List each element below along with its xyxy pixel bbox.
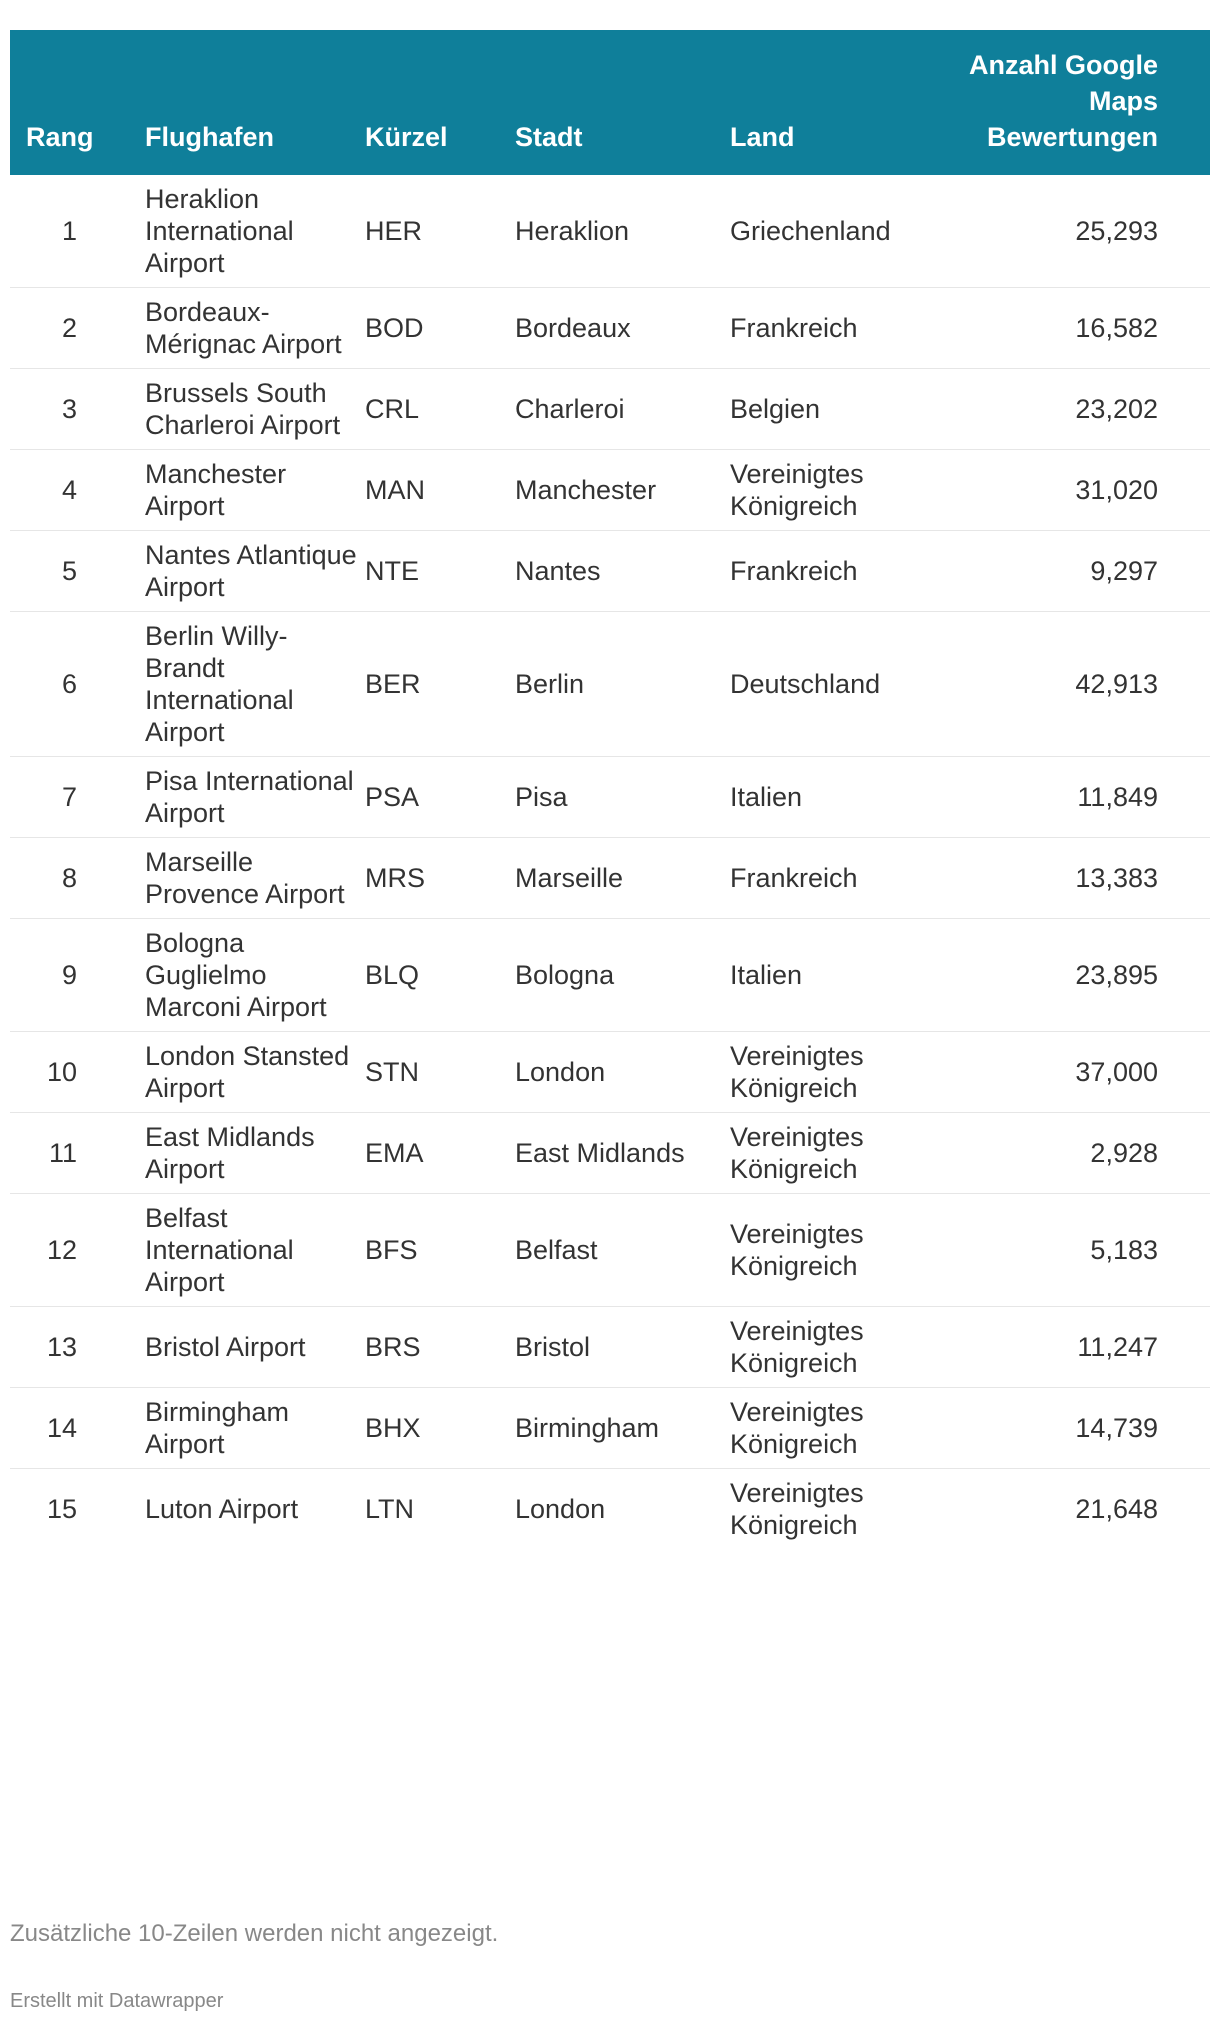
- cell-land: Italien: [730, 757, 955, 838]
- cell-stadt: Pisa: [515, 757, 730, 838]
- cell-land: Frankreich: [730, 838, 955, 919]
- table-body: [10, 175, 1210, 1549]
- cell-bewertungen: 23,895: [955, 919, 1210, 1032]
- cell-flughafen: Manchester Airport: [145, 450, 365, 531]
- header-rang[interactable]: Rang: [26, 122, 94, 152]
- cell-land: Griechenland: [730, 175, 955, 288]
- cell-stadt: Birmingham: [515, 1388, 730, 1469]
- cell-rang: 7: [10, 757, 145, 838]
- header-land[interactable]: Land: [730, 122, 795, 152]
- cell-bewertungen: 5,183: [955, 1194, 1210, 1307]
- cell-flughafen: Marseille Provence Airport: [145, 838, 365, 919]
- cell-rang: 15: [46, 1494, 77, 1524]
- cell-stadt: Bordeaux: [515, 288, 730, 369]
- cell-rang: 1: [10, 175, 145, 288]
- header-stadt[interactable]: Stadt: [515, 122, 583, 152]
- cell-stadt: Nantes: [515, 531, 730, 612]
- cell-flughafen: Berlin Willy-Brandt International Airport: [145, 612, 365, 757]
- cell-stadt: Marseille: [515, 838, 730, 919]
- cell-bewertungen: 37,000: [955, 1032, 1210, 1113]
- cell-kuerzel: STN: [365, 1032, 515, 1113]
- cell-kuerzel: BER: [365, 612, 515, 757]
- cell-rang: 14: [10, 1388, 145, 1469]
- cell-stadt: London: [515, 1032, 730, 1113]
- cell-bewertungen: 9,297: [955, 531, 1210, 612]
- cell-bewertungen: 25,293: [955, 175, 1210, 288]
- cell-land: Deutschland: [730, 612, 955, 757]
- table-row: [10, 838, 1210, 919]
- cell-land: Vereinigtes Königreich: [730, 1307, 955, 1388]
- cell-rang: 12: [10, 1194, 145, 1307]
- cell-rang: 13: [10, 1307, 145, 1388]
- cell-kuerzel: BLQ: [365, 919, 515, 1032]
- cell-rang: 5: [10, 531, 145, 612]
- table-row: [10, 1388, 1210, 1469]
- cell-stadt: East Midlands: [515, 1113, 730, 1194]
- cell-bewertungen: 13,383: [955, 838, 1210, 919]
- cell-kuerzel: BHX: [365, 1388, 515, 1469]
- datawrapper-credit: Erstellt mit Datawrapper: [10, 1990, 224, 2012]
- cell-bewertungen: 31,020: [955, 450, 1210, 531]
- cell-rang: 3: [10, 369, 145, 450]
- cell-rang: 4: [10, 450, 145, 531]
- cell-stadt: Bristol: [515, 1307, 730, 1388]
- cell-bewertungen: 11,247: [955, 1307, 1210, 1388]
- cell-flughafen: Pisa International Airport: [145, 757, 365, 838]
- cell-flughafen: Bristol Airport: [145, 1307, 365, 1388]
- cell-kuerzel: PSA: [365, 757, 515, 838]
- cell-kuerzel: BFS: [365, 1194, 515, 1307]
- table-row: [10, 1113, 1210, 1194]
- cell-rang: 10: [10, 1032, 145, 1113]
- table-row: [10, 1032, 1210, 1113]
- cell-land: Vereinigtes Königreich: [730, 450, 955, 531]
- cell-kuerzel: CRL: [365, 369, 515, 450]
- cell-kuerzel: MAN: [365, 450, 515, 531]
- cell-flughafen: Bordeaux-Mérignac Airport: [145, 288, 365, 369]
- header-bewertungen[interactable]: Anzahl Google Maps Bewertungen: [969, 50, 1158, 152]
- table-row: [10, 757, 1210, 838]
- cell-kuerzel: BOD: [365, 288, 515, 369]
- cell-bewertungen: 16,582: [955, 288, 1210, 369]
- cell-stadt: Manchester: [515, 450, 730, 531]
- cell-stadt: Bologna: [515, 919, 730, 1032]
- cell-land: Vereinigtes Königreich: [730, 1388, 955, 1469]
- cell-rang: 2: [10, 288, 145, 369]
- cell-flughafen: Belfast International Airport: [145, 1194, 365, 1307]
- cell-rang: 11: [10, 1113, 145, 1194]
- table-row: [10, 450, 1210, 531]
- cell-kuerzel: EMA: [365, 1113, 515, 1194]
- hidden-rows-note: Zusätzliche 10-Zeilen werden nicht angezeigt.: [10, 1920, 499, 1947]
- table-row: [10, 919, 1210, 1032]
- cell-land: Belgien: [730, 369, 955, 450]
- cell-kuerzel: HER: [365, 175, 515, 288]
- cell-kuerzel: MRS: [365, 838, 515, 919]
- header-kuerzel[interactable]: Kürzel: [365, 122, 448, 152]
- cell-bewertungen: 11,849: [955, 757, 1210, 838]
- cell-flughafen: Nantes Atlantique Airport: [145, 531, 365, 612]
- cell-kuerzel: BRS: [365, 1307, 515, 1388]
- cell-land: Vereinigtes Königreich: [730, 1478, 864, 1540]
- cell-land: Vereinigtes Königreich: [730, 1032, 955, 1113]
- table-row: [10, 369, 1210, 450]
- cell-stadt: Belfast: [515, 1194, 730, 1307]
- cell-kuerzel: NTE: [365, 531, 515, 612]
- table-row: [10, 1194, 1210, 1307]
- cell-flughafen: London Stansted Airport: [145, 1032, 365, 1113]
- table-row: [10, 1307, 1210, 1388]
- table-row: [10, 175, 1210, 288]
- cell-flughafen: Birmingham Airport: [145, 1388, 365, 1469]
- cell-stadt: London: [515, 1494, 606, 1524]
- airport-ranking-table: [10, 30, 1210, 1549]
- cell-bewertungen: 42,913: [955, 612, 1210, 757]
- cell-rang: 8: [10, 838, 145, 919]
- header-flughafen[interactable]: Flughafen: [145, 122, 274, 152]
- cell-rang: 9: [10, 919, 145, 1032]
- cell-kuerzel: LTN: [365, 1494, 415, 1524]
- cell-stadt: Heraklion: [515, 175, 730, 288]
- table-header-row: [10, 30, 1210, 175]
- cell-flughafen: Heraklion International Airport: [145, 175, 365, 288]
- cell-land: Vereinigtes Königreich: [730, 1194, 955, 1307]
- cell-land: Italien: [730, 919, 955, 1032]
- cell-bewertungen: 21,648: [1075, 1494, 1158, 1524]
- cell-bewertungen: 2,928: [955, 1113, 1210, 1194]
- cell-rang: 6: [10, 612, 145, 757]
- table-row: [10, 531, 1210, 612]
- table-row: [10, 612, 1210, 757]
- cell-flughafen: Brussels South Charleroi Airport: [145, 369, 365, 450]
- cell-flughafen: Luton Airport: [145, 1494, 299, 1524]
- cell-flughafen: East Midlands Airport: [145, 1113, 365, 1194]
- table-row: [10, 1469, 1210, 1550]
- cell-land: Vereinigtes Königreich: [730, 1113, 955, 1194]
- cell-stadt: Charleroi: [515, 369, 730, 450]
- cell-flughafen: Bologna Guglielmo Marconi Airport: [145, 919, 365, 1032]
- cell-bewertungen: 23,202: [955, 369, 1210, 450]
- cell-land: Frankreich: [730, 288, 955, 369]
- cell-stadt: Berlin: [515, 612, 730, 757]
- cell-land: Frankreich: [730, 531, 955, 612]
- table-row: [10, 288, 1210, 369]
- cell-bewertungen: 14,739: [955, 1388, 1210, 1469]
